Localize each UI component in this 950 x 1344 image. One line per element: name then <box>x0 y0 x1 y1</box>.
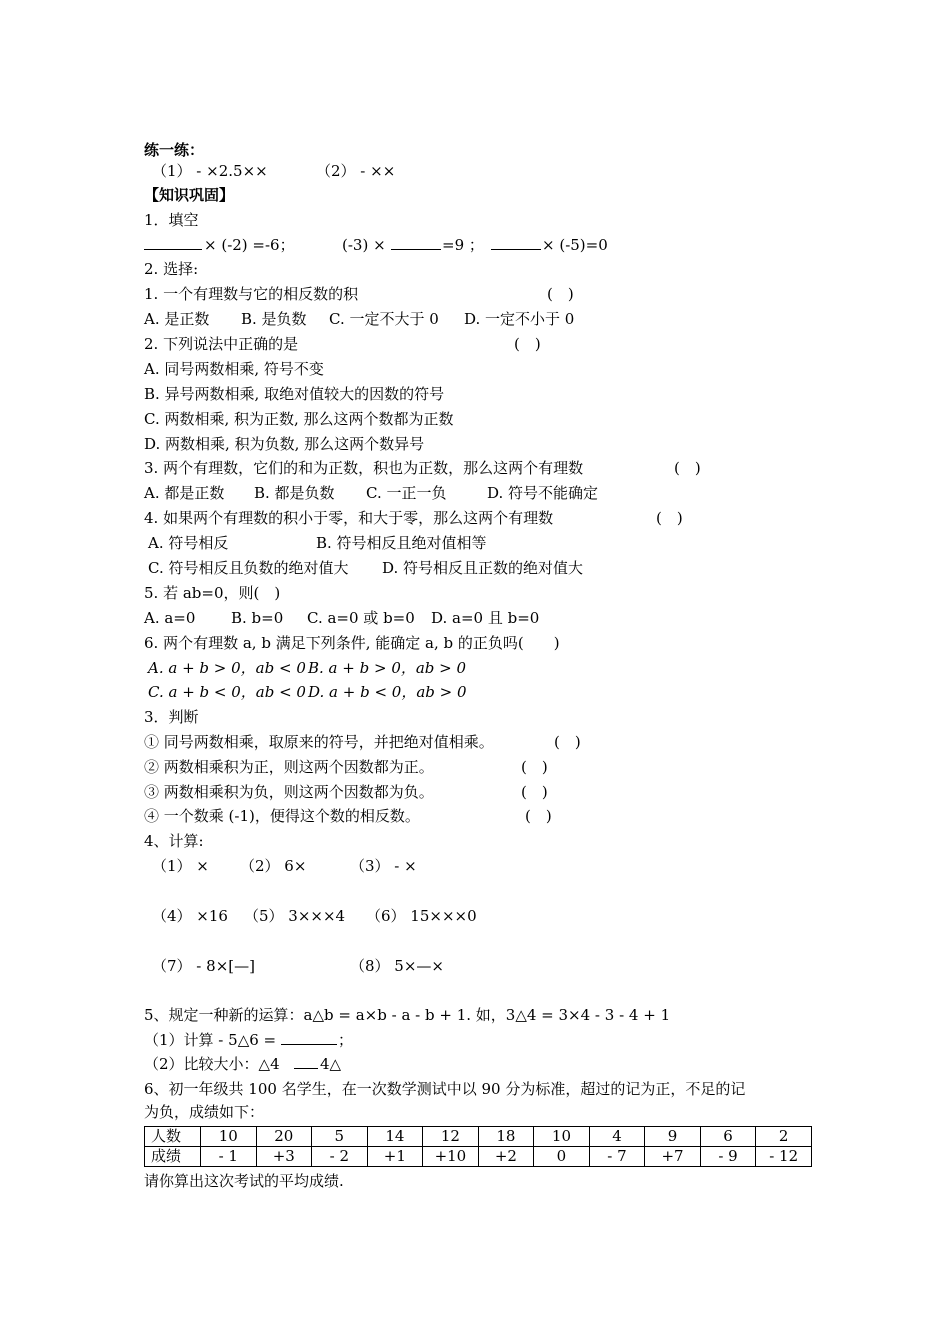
count-cell: 12 <box>423 1127 479 1147</box>
judge-text: ③ 两数相乘积为负，则这两个因数都为负。 <box>144 783 434 801</box>
count-cell: 10 <box>534 1127 590 1147</box>
fill-heading: 1．填空 <box>144 211 199 229</box>
score-cell: - 9 <box>700 1147 756 1167</box>
fill-blank-1 <box>144 233 202 257</box>
q4-option: D. 符号相反且正数的绝对值大 <box>382 559 584 577</box>
newop-q1 <box>144 1028 444 1052</box>
q6-option: A. a + b > 0，ab < 0 <box>148 659 306 677</box>
count-cell: 10 <box>201 1127 257 1147</box>
judge-paren: ( ) <box>521 783 548 801</box>
judge-text: ④ 一个数乘 (-1)，便得这个数的相反数。 <box>144 807 420 825</box>
count-cell: 20 <box>256 1127 312 1147</box>
count-cell: 2 <box>756 1127 812 1147</box>
q4-options <box>144 531 624 555</box>
newop-q2 <box>144 1052 444 1076</box>
practice-title: 练一练： <box>144 141 205 159</box>
q3-stem <box>144 456 724 480</box>
q1-option: D. 一定不小于 0 <box>464 310 575 328</box>
score-table <box>144 1126 812 1167</box>
judge-text: ② 两数相乘积为正，则这两个因数都为正。 <box>144 758 434 776</box>
q3-option: A. 都是正数 <box>144 484 225 502</box>
q6-option: B. a + b > 0，ab > 0 <box>308 659 467 677</box>
score-cell: - 12 <box>756 1147 812 1167</box>
calc-item: （2） 6× <box>240 857 307 875</box>
q4-option: A. 符号相反 <box>148 534 229 552</box>
newop-q1-end: ； <box>338 1031 354 1049</box>
q4-option: C. 符号相反且负数的绝对值大 <box>148 559 349 577</box>
q6-option: D. a + b < 0，ab > 0 <box>308 683 467 701</box>
fill-part: × (-5)=0 <box>542 236 608 254</box>
judge-item <box>144 730 604 754</box>
q5-options <box>144 606 564 630</box>
count-cell: 4 <box>589 1127 645 1147</box>
q3-option: B. 都是负数 <box>254 484 335 502</box>
judge-paren: ( ) <box>525 807 552 825</box>
calc-row <box>144 904 544 928</box>
count-cell: 9 <box>645 1127 701 1147</box>
calc-row <box>144 854 544 878</box>
score-cell: +3 <box>256 1147 312 1167</box>
count-cell: 18 <box>478 1127 534 1147</box>
q5-stem: 5. 若 ab=0，则( ) <box>144 584 281 602</box>
q1-stem <box>144 282 604 306</box>
q1-option: C. 一定不大于 0 <box>329 310 439 328</box>
calc-heading: 4、计算: <box>144 832 204 850</box>
q1-option: B. 是负数 <box>241 310 307 328</box>
q1-option: A. 是正数 <box>144 310 210 328</box>
fill-part: × (-2) =-6； <box>204 236 295 254</box>
newop-q2-text: 4△ <box>320 1055 342 1073</box>
calc-item: （3） - × <box>350 857 417 875</box>
practice-line <box>144 159 544 183</box>
section-title: 【知识巩固】 <box>144 186 235 204</box>
calc-item: （1） × <box>152 857 209 875</box>
row-label: 成绩 <box>145 1147 201 1167</box>
q3-option: D. 符号不能确定 <box>487 484 599 502</box>
q2-text: 2. 下列说法中正确的是 <box>144 335 299 353</box>
q6-option: C. a + b < 0，ab < 0 <box>148 683 306 701</box>
q3-options <box>144 481 624 505</box>
practice-item: （2） - ×× <box>316 162 396 180</box>
q1-options <box>144 307 624 331</box>
calc-item: （7） - 8×[—] <box>152 957 255 975</box>
judge-item <box>144 755 574 779</box>
q1-paren: ( ) <box>547 285 574 303</box>
score-cell: +2 <box>478 1147 534 1167</box>
judge-heading: 3．判断 <box>144 708 199 726</box>
q3-text: 3. 两个有理数，它们的和为正数，积也为正数，那么这两个有理数 <box>144 459 584 477</box>
table-row <box>145 1127 812 1147</box>
q6-options <box>144 656 544 680</box>
count-cell: 6 <box>700 1127 756 1147</box>
table-row <box>145 1147 812 1167</box>
newop-q1-blank <box>281 1028 337 1052</box>
newop-q2-blank <box>294 1052 318 1076</box>
row-label: 人数 <box>145 1127 201 1147</box>
q3-option: C. 一正一负 <box>366 484 447 502</box>
q3-paren: ( ) <box>674 459 701 477</box>
q2-stem <box>144 332 564 356</box>
q5-option: C. a=0 或 b=0 <box>307 609 415 627</box>
q2-option: C. 两数相乘, 积为正数, 那么这两个数都为正数 <box>144 410 454 428</box>
choice-heading: 2. 选择: <box>144 260 199 278</box>
count-cell: 5 <box>312 1127 368 1147</box>
q6-stem: 6. 两个有理数 a, b 满足下列条件, 能确定 a, b 的正负吗( ) <box>144 634 560 652</box>
judge-paren: ( ) <box>554 733 581 751</box>
q2-paren: ( ) <box>514 335 541 353</box>
stats-intro: 为负，成绩如下： <box>144 1103 265 1121</box>
q2-option: D. 两数相乘, 积为负数, 那么这两个数异号 <box>144 435 425 453</box>
fill-blank-2 <box>391 233 441 257</box>
score-cell: - 7 <box>589 1147 645 1167</box>
calc-item: （6） 15×××0 <box>366 907 477 925</box>
q5-option: A. a=0 <box>144 609 196 627</box>
q6-options <box>144 680 544 704</box>
newop-q1-text: （1）计算 - 5△6 = <box>144 1031 277 1049</box>
score-cell: 0 <box>534 1147 590 1167</box>
judge-item <box>144 804 574 828</box>
stats-question: 请你算出这次考试的平均成绩. <box>144 1172 344 1190</box>
q4-option: B. 符号相反且绝对值相等 <box>316 534 487 552</box>
q1-text: 1. 一个有理数与它的相反数的积 <box>144 285 359 303</box>
fill-part: (-3) × <box>342 236 386 254</box>
score-cell: +10 <box>423 1147 479 1167</box>
q4-text: 4. 如果两个有理数的积小于零，和大于零，那么这两个有理数 <box>144 509 554 527</box>
calc-item: （5） 3×××4 <box>244 907 346 925</box>
judge-paren: ( ) <box>521 758 548 776</box>
q4-options <box>144 556 624 580</box>
q5-option: D. a=0 且 b=0 <box>431 609 540 627</box>
newop-intro: 5、规定一种新的运算：a△b = a×b - a - b + 1. 如，3△4 = 3×4 - 3 - 4 + 1 <box>144 1006 671 1024</box>
q4-paren: ( ) <box>656 509 683 527</box>
score-cell: - 1 <box>201 1147 257 1167</box>
count-cell: 14 <box>367 1127 423 1147</box>
newop-q2-text: （2）比较大小：△4 <box>144 1055 280 1073</box>
judge-text: ① 同号两数相乘，取原来的符号，并把绝对值相乘。 <box>144 733 494 751</box>
calc-item: （8） 5×—× <box>350 957 444 975</box>
stats-intro: 6、初一年级共 100 名学生，在一次数学测试中以 90 分为标准，超过的记为正，不足的记 <box>144 1080 746 1098</box>
score-cell: - 2 <box>312 1147 368 1167</box>
q4-stem <box>144 506 704 530</box>
q2-option: A. 同号两数相乘, 符号不变 <box>144 360 324 378</box>
calc-item: （4） ×16 <box>152 907 228 925</box>
practice-item: （1） - ×2.5×× <box>152 162 268 180</box>
fill-part: =9 ； <box>442 236 484 254</box>
calc-row <box>144 954 544 978</box>
judge-item <box>144 780 574 804</box>
fill-blank-3 <box>491 233 541 257</box>
score-cell: +1 <box>367 1147 423 1167</box>
q5-option: B. b=0 <box>231 609 284 627</box>
fill-line <box>144 233 644 257</box>
q2-option: B. 异号两数相乘, 取绝对值较大的因数的符号 <box>144 385 445 403</box>
score-cell: +7 <box>645 1147 701 1167</box>
